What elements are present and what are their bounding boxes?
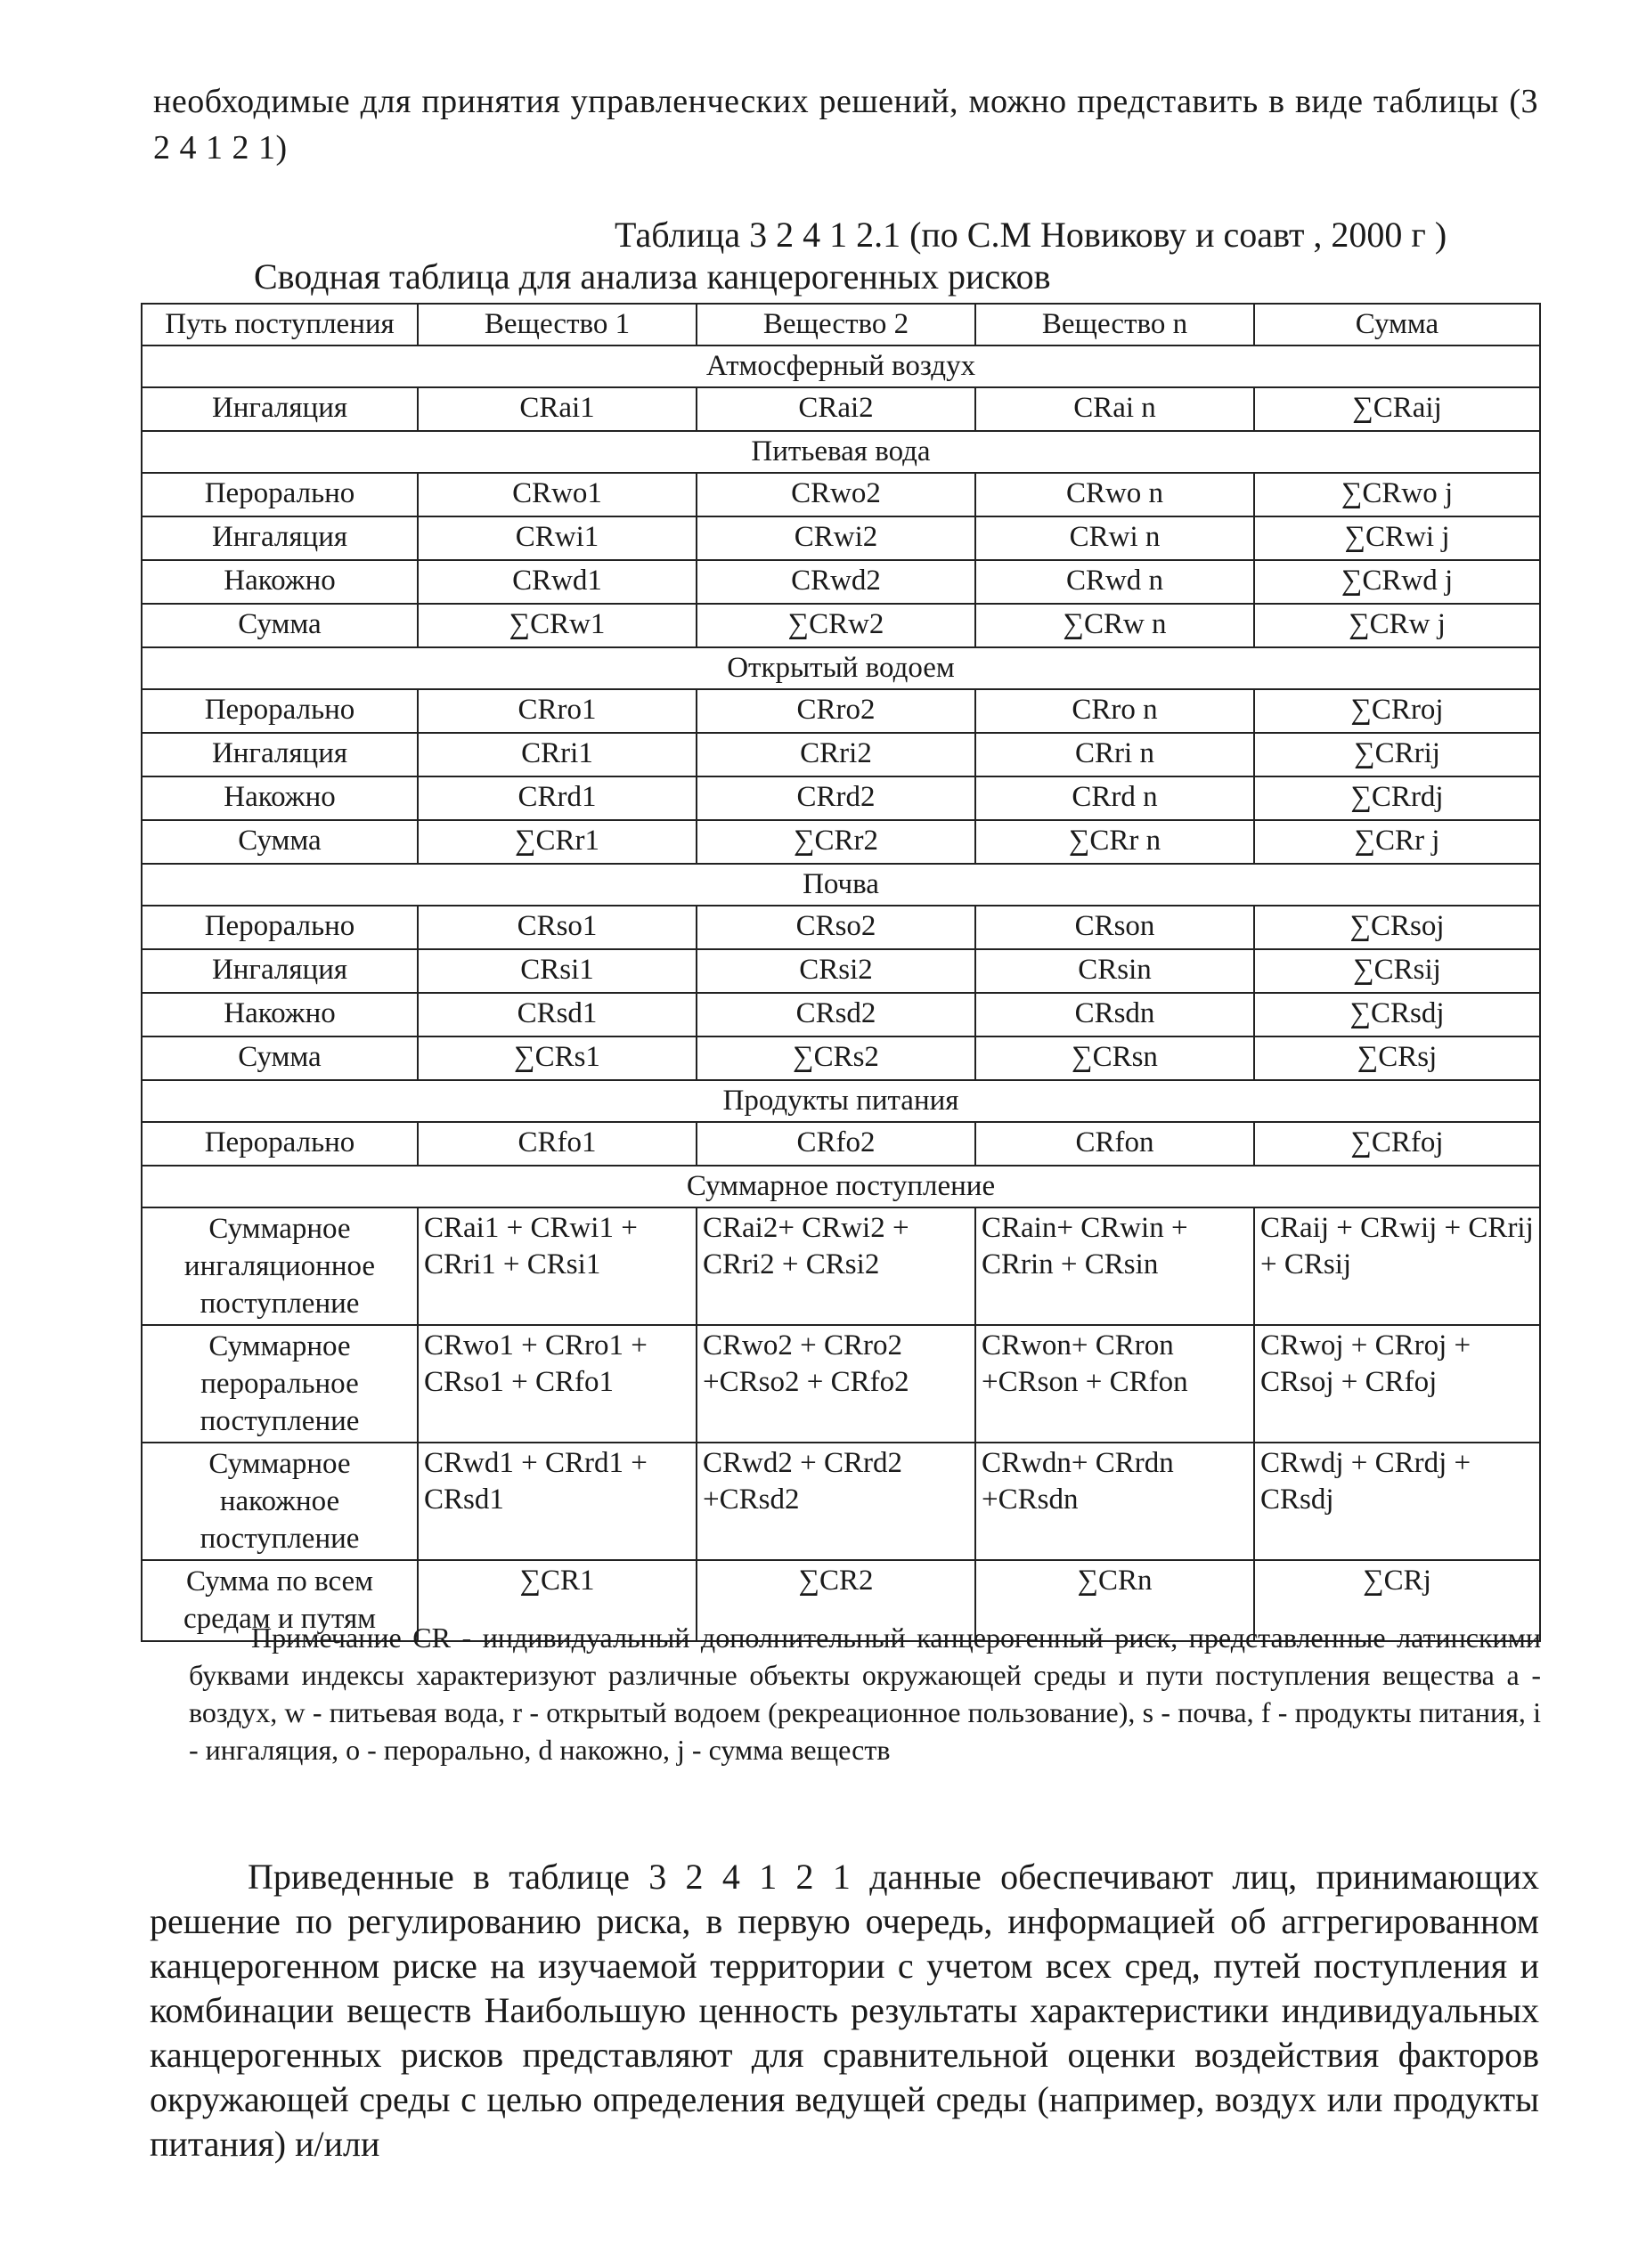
table-title: Сводная таблица для анализа канцерогенных рисков: [254, 256, 1051, 297]
value-cell: CRai2+ CRwi2 + CRri2 + CRsi2: [697, 1207, 975, 1325]
value-cell: ∑CRsn: [975, 1036, 1254, 1080]
route-cell: Сумма: [142, 820, 418, 864]
route-cell: Накожно: [142, 776, 418, 820]
value-cell: CRfon: [975, 1122, 1254, 1166]
route-cell: Накожно: [142, 560, 418, 604]
intro-paragraph: необходимые для принятия управленческих решений, можно представить в виде таблицы (3 2 4 1 2 1): [153, 83, 1538, 167]
value-cell: CRaij + CRwij + CRrij + CRsij: [1254, 1207, 1540, 1325]
value-cell: ∑CRsdj: [1254, 993, 1540, 1036]
value-cell: ∑CR2: [697, 1560, 975, 1641]
table-row: [142, 1036, 1540, 1080]
value-cell: CRri n: [975, 733, 1254, 776]
value-cell: CRfo2: [697, 1122, 975, 1166]
route-cell: Суммарное накожное поступление: [142, 1443, 418, 1560]
value-cell: CRso2: [697, 906, 975, 949]
section-heading: Питьевая вода: [142, 431, 1540, 473]
table-row: [142, 516, 1540, 560]
value-cell: ∑CRs2: [697, 1036, 975, 1080]
table-row: [142, 604, 1540, 647]
value-cell: CRson: [975, 906, 1254, 949]
value-cell: CRri1: [418, 733, 697, 776]
body-paragraph: [150, 1855, 1539, 2166]
route-cell: Ингаляция: [142, 949, 418, 993]
route-cell: Сумма: [142, 1036, 418, 1080]
value-cell: ∑CRs1: [418, 1036, 697, 1080]
route-cell: Сумма по всем средам и путям: [142, 1560, 418, 1641]
value-cell: CRrd1: [418, 776, 697, 820]
route-cell: Ингаляция: [142, 516, 418, 560]
table-row: [142, 473, 1540, 516]
value-cell: CRwi n: [975, 516, 1254, 560]
table-row: [142, 949, 1540, 993]
section-heading: Суммарное поступление: [142, 1166, 1540, 1207]
total-row: [142, 1207, 1540, 1325]
risk-summary-table: [141, 303, 1541, 1642]
value-cell: CRwd1: [418, 560, 697, 604]
table-row: [142, 733, 1540, 776]
route-cell: Перорально: [142, 473, 418, 516]
value-cell: CRwi1: [418, 516, 697, 560]
route-cell: Сумма: [142, 604, 418, 647]
value-cell: CRsi1: [418, 949, 697, 993]
value-cell: CRai n: [975, 387, 1254, 431]
value-cell: CRri2: [697, 733, 975, 776]
value-cell: CRrd2: [697, 776, 975, 820]
value-cell: ∑CR1: [418, 1560, 697, 1641]
value-cell: ∑CRr j: [1254, 820, 1540, 864]
route-cell: Суммарное пероральное поступление: [142, 1325, 418, 1443]
value-cell: CRro2: [697, 689, 975, 733]
section-row: [142, 647, 1540, 689]
table-number-caption: Таблица 3 2 4 1 2.1 (по С.М Новикову и соавт , 2000 г ): [615, 215, 1447, 255]
table-row: [142, 560, 1540, 604]
value-cell: CRsd1: [418, 993, 697, 1036]
section-row: [142, 431, 1540, 473]
value-cell: CRwd2: [697, 560, 975, 604]
section-row: [142, 864, 1540, 906]
route-cell: Перорально: [142, 689, 418, 733]
value-cell: CRwd n: [975, 560, 1254, 604]
value-cell: ∑CRsoj: [1254, 906, 1540, 949]
table-row: [142, 689, 1540, 733]
value-cell: CRwoj + CRroj + CRsoj + CRfoj: [1254, 1325, 1540, 1443]
value-cell: ∑CRaij: [1254, 387, 1540, 431]
value-cell: CRwo2: [697, 473, 975, 516]
section-heading: Атмосферный воздух: [142, 345, 1540, 387]
section-row: [142, 1166, 1540, 1207]
note-text: Примечание CR - индивидуальный дополнительный канцерогенный риск, представленные латинскими буквами индексы характеризуют различные объекты окружающей среды и пути поступления вещества a - воздух, w - питьевая вода, r - открытый водоем (рекреационное пользование), s - почва, f - продукты питания, i - ингаляция, o - перорально, d накожно, j - сумма веществ: [189, 1622, 1541, 1766]
column-header: Вещество 2: [697, 304, 975, 345]
section-heading: Продукты питания: [142, 1080, 1540, 1122]
column-header: Вещество 1: [418, 304, 697, 345]
value-cell: ∑CRn: [975, 1560, 1254, 1641]
value-cell: CRwo1: [418, 473, 697, 516]
value-cell: CRwo n: [975, 473, 1254, 516]
value-cell: ∑CRr n: [975, 820, 1254, 864]
value-cell: ∑CRsj: [1254, 1036, 1540, 1080]
value-cell: ∑CRr2: [697, 820, 975, 864]
value-cell: CRro n: [975, 689, 1254, 733]
value-cell: CRwon+ CRron +CRson + CRfon: [975, 1325, 1254, 1443]
table-row: [142, 387, 1540, 431]
value-cell: CRwi2: [697, 516, 975, 560]
route-cell: Перорально: [142, 906, 418, 949]
route-cell: Ингаляция: [142, 733, 418, 776]
route-cell: Перорально: [142, 1122, 418, 1166]
value-cell: CRfo1: [418, 1122, 697, 1166]
section-row: [142, 345, 1540, 387]
section-row: [142, 1080, 1540, 1122]
value-cell: CRwo1 + CRro1 + CRso1 + CRfo1: [418, 1325, 697, 1443]
value-cell: CRwd1 + CRrd1 + CRsd1: [418, 1443, 697, 1560]
value-cell: CRain+ CRwin + CRrin + CRsin: [975, 1207, 1254, 1325]
value-cell: ∑CRrij: [1254, 733, 1540, 776]
route-cell: Суммарное ингаляционное поступление: [142, 1207, 418, 1325]
value-cell: ∑CRw1: [418, 604, 697, 647]
value-cell: ∑CRroj: [1254, 689, 1540, 733]
value-cell: CRwo2 + CRro2 +CRso2 + CRfo2: [697, 1325, 975, 1443]
value-cell: CRsd2: [697, 993, 975, 1036]
value-cell: CRai1: [418, 387, 697, 431]
value-cell: CRai1 + CRwi1 + CRri1 + CRsi1: [418, 1207, 697, 1325]
section-heading: Открытый водоем: [142, 647, 1540, 689]
table-header-row: [142, 304, 1540, 345]
value-cell: ∑CRj: [1254, 1560, 1540, 1641]
table-row: [142, 906, 1540, 949]
value-cell: CRsdn: [975, 993, 1254, 1036]
value-cell: ∑CRw j: [1254, 604, 1540, 647]
value-cell: CRsi2: [697, 949, 975, 993]
value-cell: CRsin: [975, 949, 1254, 993]
value-cell: ∑CRwd j: [1254, 560, 1540, 604]
table-row: [142, 776, 1540, 820]
route-cell: Ингаляция: [142, 387, 418, 431]
column-header: Сумма: [1254, 304, 1540, 345]
value-cell: ∑CRwi j: [1254, 516, 1540, 560]
value-cell: CRai2: [697, 387, 975, 431]
value-cell: CRwd2 + CRrd2 +CRsd2: [697, 1443, 975, 1560]
value-cell: ∑CRw n: [975, 604, 1254, 647]
column-header: Путь поступления: [142, 304, 418, 345]
value-cell: CRrd n: [975, 776, 1254, 820]
section-heading: Почва: [142, 864, 1540, 906]
table-row: [142, 1122, 1540, 1166]
value-cell: CRwdj + CRrdj + CRsdj: [1254, 1443, 1540, 1560]
route-cell: Накожно: [142, 993, 418, 1036]
value-cell: ∑CRwo j: [1254, 473, 1540, 516]
table-note: [189, 1619, 1541, 1768]
value-cell: CRro1: [418, 689, 697, 733]
value-cell: ∑CRfoj: [1254, 1122, 1540, 1166]
total-row: [142, 1443, 1540, 1560]
value-cell: CRso1: [418, 906, 697, 949]
value-cell: CRwdn+ CRrdn +CRsdn: [975, 1443, 1254, 1560]
value-cell: ∑CRw2: [697, 604, 975, 647]
column-header: Вещество n: [975, 304, 1254, 345]
value-cell: ∑CRr1: [418, 820, 697, 864]
table-row: [142, 820, 1540, 864]
value-cell: ∑CRsij: [1254, 949, 1540, 993]
total-row: [142, 1325, 1540, 1443]
table-row: [142, 993, 1540, 1036]
body-paragraph-text: Приведенные в таблице 3 2 4 1 2 1 данные обеспечивают лиц, принимающих решение по регулированию риска, в первую очередь, информацией об аггрегированном канцерогенном риске на изучаемой территории с учетом всех сред, путей поступления и комбинации веществ Наибольшую ценность результаты характеристики индивидуальных канцерогенных рисков представляют для сравнительной оценки воздействия факторов окружающей среды с целью определения ведущей среды (например, воздух или продукты питания) и/или: [150, 1857, 1539, 2164]
value-cell: ∑CRrdj: [1254, 776, 1540, 820]
